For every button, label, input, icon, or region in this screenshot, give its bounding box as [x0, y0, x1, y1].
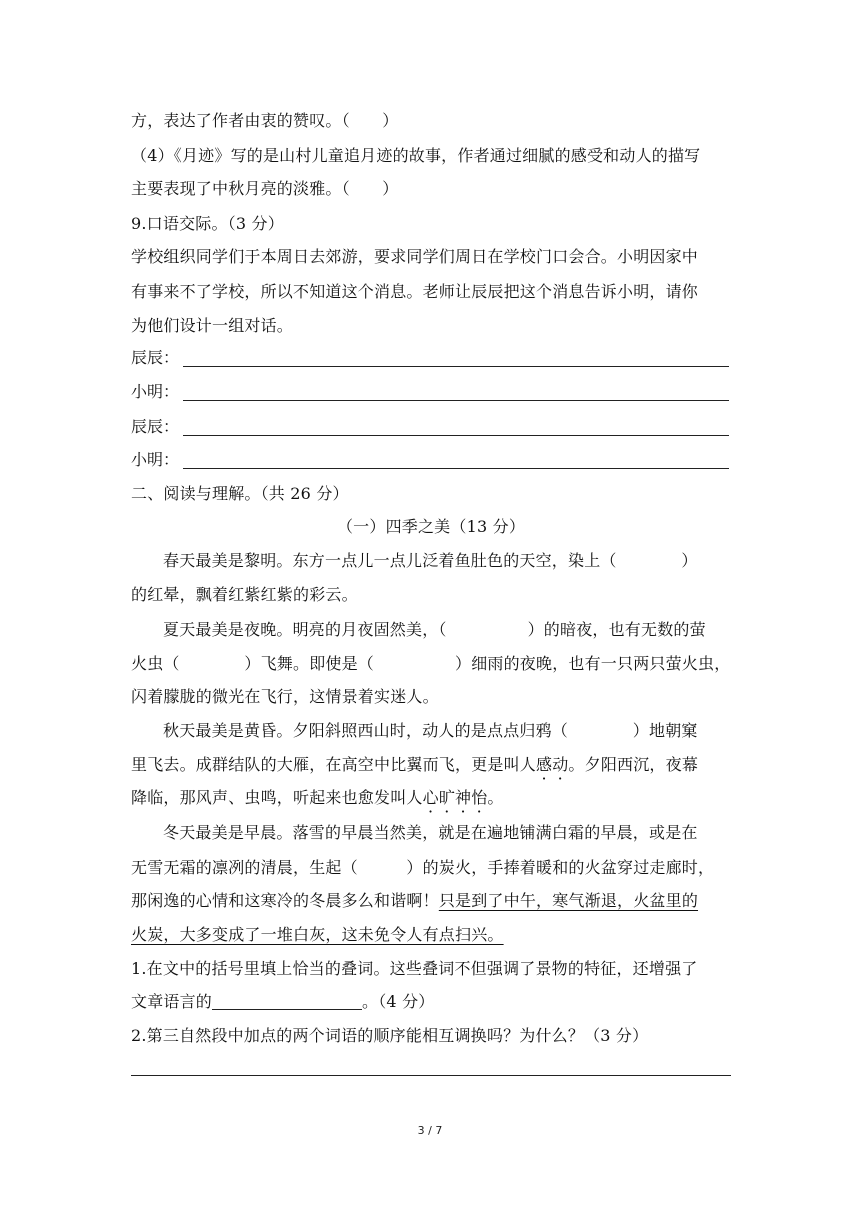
paragraph-autumn: 降临，那风声、虫鸣，听起来也愈发叫人心旷神怡。 — [131, 788, 504, 807]
dotted-char: 神 — [455, 788, 472, 807]
dialog-line-1[interactable] — [131, 347, 731, 369]
underlined-sentence: 只是到了中午，寒气渐退，火盆里的 — [438, 891, 699, 910]
dotted-char: 旷 — [438, 788, 456, 807]
question-2: 2.第三自然段中加点的两个词语的顺序能相互调换吗？为什么？（3 分） — [131, 1026, 649, 1045]
question-9-text: 有事来不了学校，所以不知道这个消息。老师让辰辰把这个消息告诉小明，请你 — [131, 282, 699, 301]
paragraph-winter: 那闲逸的心情和这寒冷的冬晨多么和谐啊！只是到了中午，寒气渐退，火盆里的 — [131, 891, 699, 910]
dotted-word-1 — [536, 755, 568, 774]
paragraph-spring: 的红晕，飘着红紫红紫的彩云。 — [131, 585, 358, 604]
question-9-text: 学校组织同学们于本周日去郊游，要求同学们周日在学校门口会合。小明因家中 — [131, 247, 699, 266]
page-number: 3 / 7 — [417, 1124, 443, 1137]
answer-underline[interactable] — [183, 435, 729, 436]
speaker-label: 辰辰： — [131, 348, 180, 367]
dialog-line-4[interactable] — [131, 449, 731, 471]
speaker-label: 小明： — [131, 382, 180, 401]
question-1: 文章语言的 。（4 分） — [131, 992, 435, 1011]
paragraph-summer: 夏天最美是夜晚。明亮的月夜固然美，（ ）的暗夜，也有无数的萤 — [163, 620, 706, 639]
dotted-char: 心 — [422, 788, 439, 807]
paragraph-summer: 闪着朦胧的微光在飞行，这情景着实迷人。 — [131, 687, 439, 706]
paragraph-winter: 冬天最美是早晨。落雪的早晨当然美，就是在遍地铺满白霜的早晨，或是在 — [163, 823, 698, 842]
question-9-text: 为他们设计一组对话。 — [131, 316, 294, 335]
answer-underline[interactable] — [183, 468, 729, 469]
dotted-word-2 — [423, 788, 488, 807]
section-heading: 二、阅读与理解。（共 26 分） — [131, 484, 349, 503]
paragraph-summer: 火虫（ ）飞舞。即使是（ ）细雨的夜晚，也有一只两只萤火虫， — [131, 654, 731, 673]
question-9-title: 9.口语交际。（3 分） — [131, 214, 284, 233]
answer-underline[interactable] — [183, 400, 729, 401]
paragraph-winter: 无雪无霜的凛冽的清晨，生起（ ）的炭火，手捧着暖和的火盆穿过走廊时， — [131, 858, 715, 877]
answer-underline[interactable] — [131, 1075, 731, 1076]
answer-underline[interactable] — [183, 366, 729, 367]
dotted-char: 怡 — [471, 788, 488, 807]
passage-title: （一）四季之美（13 分） — [336, 517, 526, 536]
dotted-char: 感 — [536, 755, 553, 774]
paragraph-autumn: 里飞去。成群结队的大雁，在高空中比翼而飞，更是叫人感动。夕阳西沉，夜幕 — [131, 755, 699, 774]
speaker-label: 小明： — [131, 450, 180, 469]
text-line: 主要表现了中秋月亮的淡雅。（ ） — [131, 179, 399, 198]
question-1: 1.在文中的括号里填上恰当的叠词。这些叠词不但强调了景物的特征，还增强了 — [131, 959, 698, 978]
paragraph-spring: 春天最美是黎明。东方一点儿一点儿泛着鱼肚色的天空，染上（ ） — [163, 551, 698, 570]
text-line: 方，表达了作者由衷的赞叹。（ ） — [131, 111, 399, 130]
question-8-4: （4）《月迹》写的是山村儿童追月迹的故事，作者通过细腻的感受和动人的描写 — [131, 146, 701, 165]
fill-blank[interactable] — [212, 993, 362, 1010]
dialog-line-2[interactable] — [131, 381, 731, 403]
speaker-label: 辰辰： — [131, 417, 180, 436]
dotted-char: 动 — [552, 755, 569, 774]
underlined-sentence: 火炭，大多变成了一堆白灰，这未免令人有点扫兴。 — [131, 925, 504, 944]
dialog-line-3[interactable] — [131, 416, 731, 438]
paragraph-winter — [131, 924, 731, 946]
paragraph-autumn: 秋天最美是黄昏。夕阳斜照西山时，动人的是点点归鸦（ ）地朝窠 — [163, 721, 698, 740]
